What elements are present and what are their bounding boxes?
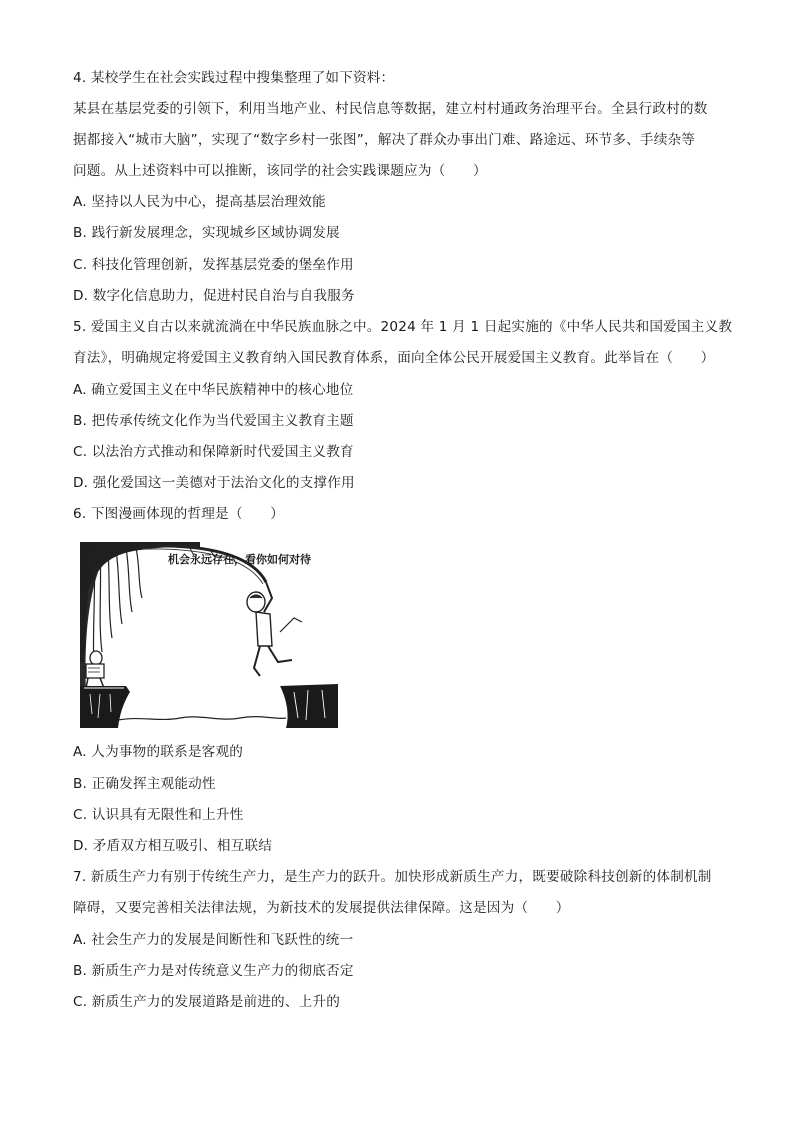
- q4-option-d: D. 数字化信息助力，促进村民自治与自我服务: [73, 288, 355, 304]
- q6-option-d: D. 矛盾双方相互吸引、相互联结: [73, 838, 273, 854]
- q6-title: 6. 下图漫画体现的哲理是（ ）: [73, 506, 285, 522]
- q7-option-b: B. 新质生产力是对传统意义生产力的彻底否定: [73, 963, 354, 979]
- q5-option-b: B. 把传承传统文化作为当代爱国主义教育主题: [73, 413, 354, 429]
- q4-body-line1: 某县在基层党委的引领下，利用当地产业、村民信息等数据，建立村村通政务治理平台。全县行政村的数: [73, 101, 708, 117]
- q5-stem-line1: 5. 爱国主义自古以来就流淌在中华民族血脉之中。2024 年 1 月 1 日起实施的《中华人民共和国爱国主义教: [73, 319, 733, 335]
- hanging-figure: [247, 582, 302, 676]
- q5-option-d: D. 强化爱国这一美德对于法治文化的支撑作用: [73, 475, 355, 491]
- q4-option-c: C. 科技化管理创新，发挥基层党委的堡垒作用: [73, 257, 354, 273]
- q6-option-a: A. 人为事物的联系是客观的: [73, 744, 244, 760]
- q6-option-c: C. 认识具有无限性和上升性: [73, 807, 244, 823]
- q4-option-a: A. 坚持以人民为中心，提高基层治理效能: [73, 194, 326, 210]
- cartoon-caption: 机会永远存在，看你如何对待: [168, 553, 311, 566]
- q7-option-c: C. 新质生产力的发展道路是前进的、上升的: [73, 994, 341, 1010]
- q7-stem-line2: 障碍，又要完善相关法律法规，为新技术的发展提供法律保障。这是因为（ ）: [73, 900, 570, 916]
- q5-option-a: A. 确立爱国主义在中华民族精神中的核心地位: [73, 382, 354, 398]
- q5-stem-line2: 育法》，明确规定将爱国主义教育纳入国民教育体系，面向全体公民开展爱国主义教育。此举旨在（ ）: [73, 350, 715, 366]
- q7-stem-line1: 7. 新质生产力有别于传统生产力，是生产力的跃升。加快形成新质生产力，既要破除科技创新的体制机制: [73, 869, 712, 885]
- q4-option-b: B. 践行新发展理念，实现城乡区域协调发展: [73, 225, 340, 241]
- sitting-figure: [86, 651, 104, 688]
- q6-option-b: B. 正确发挥主观能动性: [73, 776, 216, 792]
- cartoon-image: [80, 542, 338, 728]
- q4-title: 4. 某校学生在社会实践过程中搜集整理了如下资料：: [73, 70, 395, 86]
- q5-option-c: C. 以法治方式推动和保障新时代爱国主义教育: [73, 444, 354, 460]
- q7-option-a: A. 社会生产力的发展是间断性和飞跃性的统一: [73, 932, 354, 948]
- q4-body-line2: 据都接入“城市大脑”，实现了“数字乡村一张图”，解决了群众办事出门难、路途远、环节多、手续杂等: [73, 132, 696, 148]
- q4-body-line3: 问题。从上述资料中可以推断，该同学的社会实践课题应为（ ）: [73, 163, 487, 179]
